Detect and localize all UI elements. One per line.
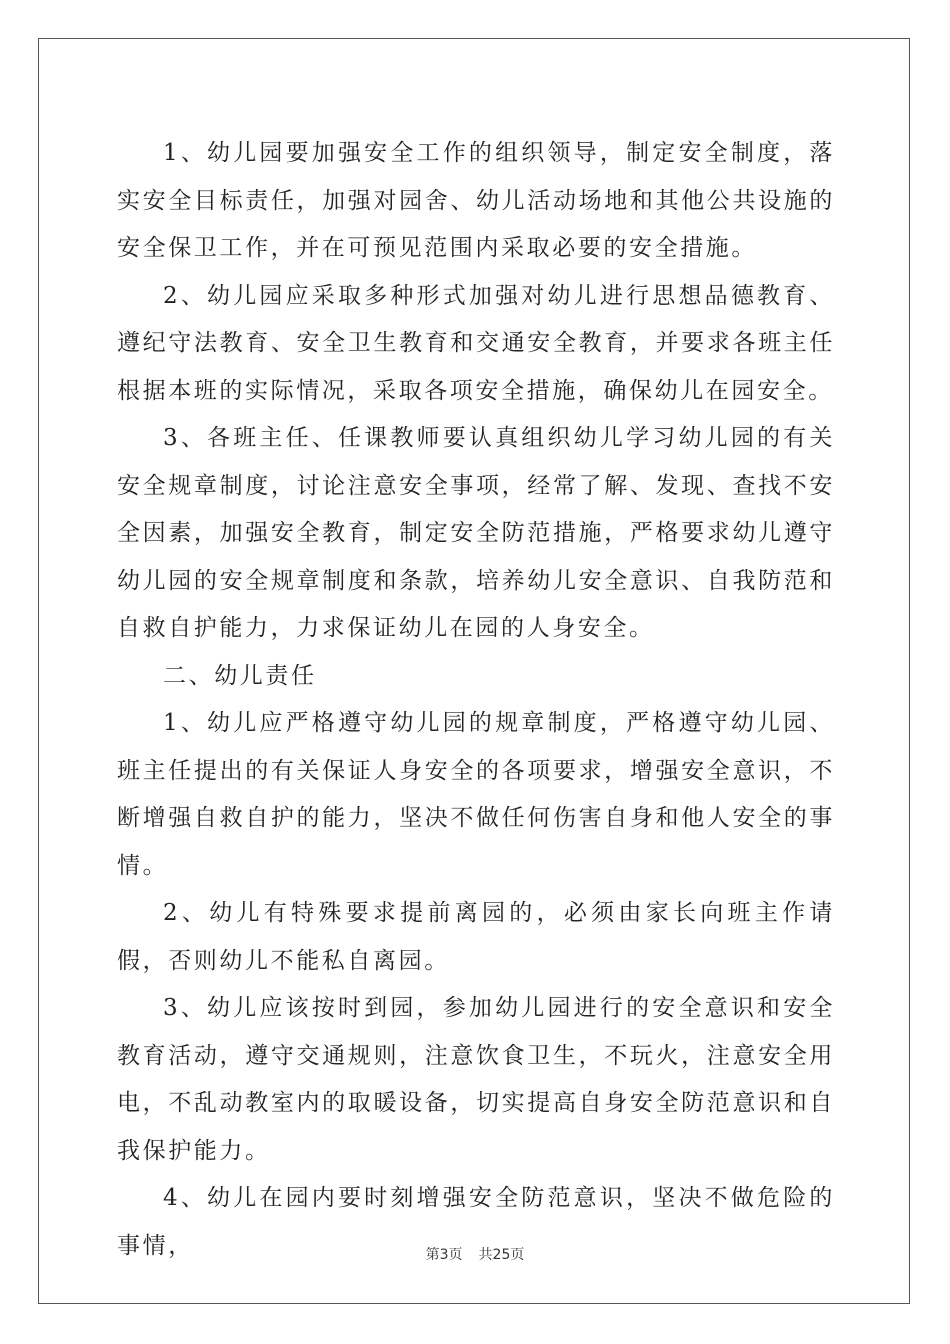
paragraph-4: 1、幼儿应严格遵守幼儿园的规章制度，严格遵守幼儿园、班主任提出的有关保证人身安全的各项要求，增强安全意识，不断增强自救自护的能力，坚决不做任何伤害自身和他人安全的事情。 (117, 710, 835, 879)
page-footer (0, 1244, 950, 1264)
paragraph-1: 1、幼儿园要加强安全工作的组织领导，制定安全制度，落实安全目标责任，加强对园舍、幼儿活动场地和其他公共设施的安全保卫工作，并在可预见范围内采取必要的安全措施。 (117, 140, 835, 261)
paragraph-2: 2、幼儿园应采取多种形式加强对幼儿进行思想品德教育、遵纪守法教育、安全卫生教育和交通安全教育，并要求各班主任根据本班的实际情况，采取各项安全措施，确保幼儿在园安全。 (117, 282, 835, 404)
paragraph-6: 3、幼儿应该按时到园，参加幼儿园进行的安全意识和安全教育活动，遵守交通规则，注意饮食卫生，不玩火，注意安全用电，不乱动教室内的取暖设备，切实提高自身安全防范意识和自我保护能力。 (117, 995, 835, 1164)
section-heading: 二、幼儿责任 (163, 662, 317, 689)
document-body (117, 130, 835, 1270)
paragraph-5: 2、幼儿有特殊要求提前离园的，必须由家长向班主作请假，否则幼儿不能私自离园。 (117, 900, 835, 974)
page-total: 共25页 (478, 1247, 525, 1263)
paragraph-3: 3、各班主任、任课教师要认真组织幼儿学习幼儿园的有关安全规章制度，讨论注意安全事项，经常了解、发现、查找不安全因素，加强安全教育，制定安全防范措施，严格要求幼儿遵守幼儿园的安全规章制度和条款，培养幼儿安全意识、自我防范和自救自护能力，力求保证幼儿在园的人身安全。 (117, 425, 835, 641)
page-number: 第3页 (425, 1247, 463, 1263)
paragraph-7: 4、幼儿在园内要时刻增强安全防范意识，坚决不做危险的事情， (117, 1185, 835, 1259)
